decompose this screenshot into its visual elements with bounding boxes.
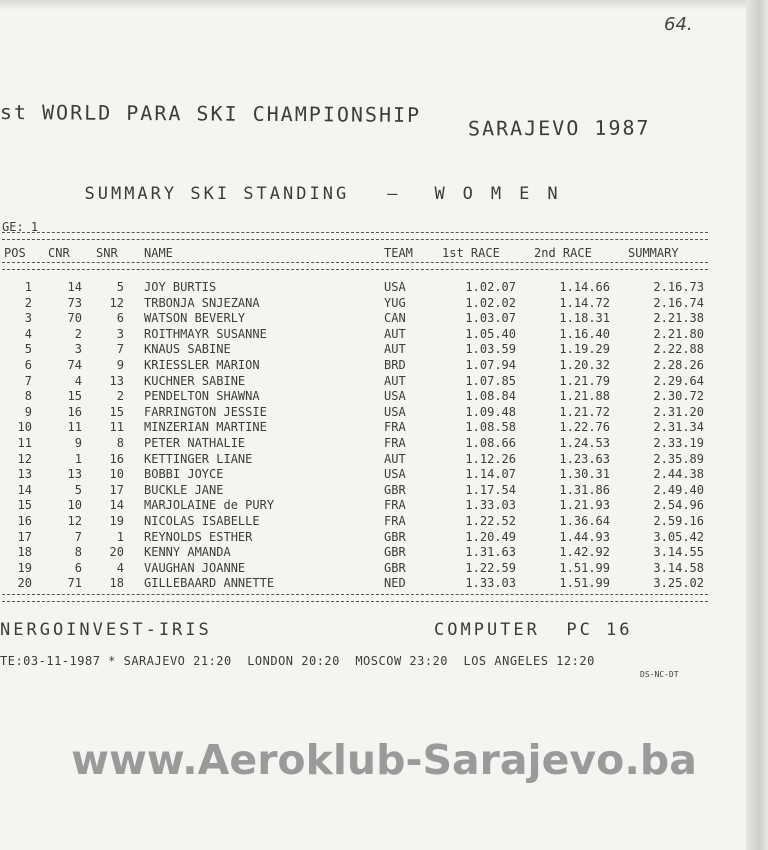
cell-snr: 4 xyxy=(116,560,124,575)
cell-race2: 1.21.88 xyxy=(559,389,610,404)
paper-top-shadow xyxy=(0,0,768,10)
cell-pos: 6 xyxy=(24,358,32,372)
subtitle-left: SUMMARY SKI STANDING xyxy=(84,184,350,204)
cell-race2: 1.18.31 xyxy=(559,311,610,326)
cell-name: REYNOLDS ESTHER xyxy=(144,529,253,544)
cell-snr: 5 xyxy=(116,280,124,294)
cell-snr: 20 xyxy=(109,545,124,560)
championship-title: st WORLD PARA SKI CHAMPIONSHIP xyxy=(0,100,422,127)
cell-snr: 16 xyxy=(109,451,124,466)
cell-snr: 13 xyxy=(109,373,124,388)
cell-race1: 1.08.58 xyxy=(465,420,516,435)
cell-team: AUT xyxy=(384,451,406,466)
cell-race2: 1.36.64 xyxy=(559,514,610,528)
cell-pos: 1 xyxy=(24,280,32,294)
cell-cnr: 8 xyxy=(74,545,82,560)
table-row xyxy=(0,342,720,358)
table-row xyxy=(0,530,720,546)
cell-race2: 1.51.99 xyxy=(559,560,610,575)
cell-name: KUCHNER SABINE xyxy=(144,373,246,388)
cell-summary: 2.28.26 xyxy=(653,358,704,372)
cell-pos: 19 xyxy=(17,560,32,575)
cell-pos: 9 xyxy=(24,404,32,419)
cell-pos: 20 xyxy=(17,576,32,591)
cell-team: AUT xyxy=(384,373,406,388)
cell-pos: 4 xyxy=(24,326,32,341)
cell-summary: 2.21.38 xyxy=(653,311,704,326)
table-row xyxy=(0,374,720,390)
cell-name: PENDELTON SHAWNA xyxy=(144,389,260,404)
cell-team: AUT xyxy=(384,342,406,357)
cell-pos: 14 xyxy=(17,482,32,497)
cell-snr: 12 xyxy=(109,295,124,310)
cell-team: YUG xyxy=(384,295,406,310)
cell-cnr: 5 xyxy=(74,482,82,497)
cell-race2: 1.14.66 xyxy=(559,280,610,294)
cell-race1: 1.05.40 xyxy=(465,326,516,341)
cell-team: FRA xyxy=(384,498,406,513)
table-row xyxy=(0,576,720,592)
cell-name: VAUGHAN JOANNE xyxy=(144,560,246,575)
cell-snr: 7 xyxy=(116,342,124,357)
cell-pos: 12 xyxy=(17,451,32,466)
cell-race2: 1.51.99 xyxy=(559,576,610,591)
cell-cnr: 71 xyxy=(67,576,82,591)
cell-summary: 2.31.20 xyxy=(653,404,704,419)
subtitle-dash: — xyxy=(387,184,401,204)
cell-snr: 8 xyxy=(116,436,124,450)
cell-name: BUCKLE JANE xyxy=(144,482,224,497)
cell-team: GBR xyxy=(384,529,406,544)
col-header-race1: 1st RACE xyxy=(442,246,500,260)
cell-race2: 1.22.76 xyxy=(559,420,610,435)
sponsor-line: NERGOINVEST-IRIS xyxy=(0,620,212,640)
cell-pos: 18 xyxy=(17,545,32,560)
table-row xyxy=(0,436,720,452)
table-row xyxy=(0,405,720,421)
cell-name: TRBONJA SNJEZANA xyxy=(144,295,260,310)
cell-pos: 15 xyxy=(17,498,32,513)
table-row xyxy=(0,467,720,483)
cell-race1: 1.12.26 xyxy=(465,451,516,466)
cell-pos: 17 xyxy=(17,529,32,544)
cell-race1: 1.08.84 xyxy=(465,389,516,404)
cell-name: NICOLAS ISABELLE xyxy=(144,514,260,528)
table-row xyxy=(0,483,720,499)
cell-race2: 1.23.63 xyxy=(559,451,610,466)
summary-subtitle xyxy=(58,164,576,204)
cell-pos: 7 xyxy=(24,373,32,388)
cell-cnr: 9 xyxy=(74,436,82,450)
table-row xyxy=(0,498,720,514)
cell-snr: 9 xyxy=(116,358,124,372)
cell-name: KETTINGER LIANE xyxy=(144,451,253,466)
cell-summary: 2.30.72 xyxy=(653,389,704,404)
cell-snr: 1 xyxy=(116,529,124,544)
cell-team: CAN xyxy=(384,311,406,326)
cell-snr: 6 xyxy=(116,311,124,326)
cell-race1: 1.17.54 xyxy=(465,482,516,497)
table-row xyxy=(0,296,720,312)
cell-race1: 1.08.66 xyxy=(465,436,516,450)
cell-race2: 1.19.29 xyxy=(559,342,610,357)
cell-race1: 1.03.59 xyxy=(465,342,516,357)
cell-cnr: 12 xyxy=(67,514,82,528)
cell-cnr: 10 xyxy=(67,498,82,513)
cell-summary: 2.59.16 xyxy=(653,514,704,528)
cell-race1: 1.07.85 xyxy=(465,373,516,388)
cell-name: WATSON BEVERLY xyxy=(144,311,246,326)
table-row xyxy=(0,311,720,327)
cell-summary: 2.54.96 xyxy=(653,498,704,513)
cell-summary: 2.49.40 xyxy=(653,482,704,497)
cell-race2: 1.30.31 xyxy=(559,467,610,482)
cell-pos: 8 xyxy=(24,389,32,404)
page-number: 64. xyxy=(664,14,693,35)
cell-summary: 2.22.88 xyxy=(653,342,704,357)
cell-race2: 1.16.40 xyxy=(559,326,610,341)
cell-team: USA xyxy=(384,389,406,404)
cell-team: GBR xyxy=(384,482,406,497)
cell-cnr: 2 xyxy=(74,326,82,341)
cell-snr: 14 xyxy=(109,498,124,513)
cell-name: KRIESSLER MARION xyxy=(144,358,260,372)
cell-race1: 1.22.59 xyxy=(465,560,516,575)
date-time-line: TE:03-11-1987 * SARAJEVO 21:20 LONDON 20:20 MOSCOW 23:20 LOS ANGELES 12:20 xyxy=(0,654,595,668)
cell-snr: 18 xyxy=(109,576,124,591)
cell-team: FRA xyxy=(384,436,406,450)
cell-name: KENNY AMANDA xyxy=(144,545,231,560)
cell-race1: 1.33.03 xyxy=(465,576,516,591)
cell-race1: 1.07.94 xyxy=(465,358,516,372)
cell-snr: 17 xyxy=(109,482,124,497)
cell-pos: 16 xyxy=(17,514,32,528)
cell-race2: 1.42.92 xyxy=(559,545,610,560)
cell-team: FRA xyxy=(384,420,406,435)
table-row xyxy=(0,420,720,436)
cell-cnr: 16 xyxy=(67,404,82,419)
operator-code: DS-NC-DT xyxy=(640,670,679,679)
cell-pos: 2 xyxy=(24,295,32,310)
cell-summary: 2.31.34 xyxy=(653,420,704,435)
cell-snr: 19 xyxy=(109,514,124,528)
col-header-race2: 2nd RACE xyxy=(534,246,592,260)
website-watermark: www.Aeroklub-Sarajevo.ba xyxy=(71,736,697,784)
computer-line: COMPUTER PC 16 xyxy=(434,620,633,640)
cell-name: ROITHMAYR SUSANNE xyxy=(144,326,267,341)
col-header-snr: SNR xyxy=(96,246,118,260)
table-header-rule xyxy=(2,262,708,270)
cell-snr: 3 xyxy=(116,326,124,341)
col-header-team: TEAM xyxy=(384,246,413,260)
cell-name: JOY BURTIS xyxy=(144,280,217,294)
cell-cnr: 11 xyxy=(67,420,82,435)
col-header-summary: SUMMARY xyxy=(628,246,679,260)
cell-race2: 1.31.86 xyxy=(559,482,610,497)
paper-edge xyxy=(746,0,768,850)
cell-summary: 2.21.80 xyxy=(653,326,704,341)
cell-team: USA xyxy=(384,404,406,419)
cell-race2: 1.21.79 xyxy=(559,373,610,388)
cell-name: FARRINGTON JESSIE xyxy=(144,404,267,419)
table-row xyxy=(0,514,720,530)
cell-summary: 3.05.42 xyxy=(653,529,704,544)
col-header-cnr: CNR xyxy=(48,246,70,260)
cell-cnr: 15 xyxy=(67,389,82,404)
cell-snr: 2 xyxy=(116,389,124,404)
cell-race2: 1.44.93 xyxy=(559,529,610,544)
page-label: GE: 1 xyxy=(2,220,39,234)
cell-snr: 15 xyxy=(109,404,124,419)
cell-race1: 1.03.07 xyxy=(465,311,516,326)
cell-pos: 11 xyxy=(17,436,32,450)
cell-team: USA xyxy=(384,467,406,482)
cell-race1: 1.33.03 xyxy=(465,498,516,513)
cell-cnr: 6 xyxy=(74,560,82,575)
cell-pos: 3 xyxy=(24,311,32,326)
cell-team: GBR xyxy=(384,545,406,560)
cell-race1: 1.31.63 xyxy=(465,545,516,560)
table-row xyxy=(0,280,720,296)
table-row xyxy=(0,327,720,343)
cell-cnr: 3 xyxy=(74,342,82,357)
cell-pos: 13 xyxy=(17,467,32,482)
cell-pos: 10 xyxy=(17,420,32,435)
table-row xyxy=(0,452,720,468)
cell-cnr: 1 xyxy=(74,451,82,466)
cell-cnr: 74 xyxy=(67,358,82,372)
cell-summary: 3.14.58 xyxy=(653,560,704,575)
cell-team: NED xyxy=(384,576,406,591)
cell-summary: 2.16.73 xyxy=(653,280,704,294)
championship-location: SARAJEVO 1987 xyxy=(467,115,651,141)
table-row xyxy=(0,389,720,405)
cell-race1: 1.22.52 xyxy=(465,514,516,528)
col-header-pos: POS xyxy=(4,246,26,260)
cell-summary: 2.35.89 xyxy=(653,451,704,466)
cell-cnr: 14 xyxy=(67,280,82,294)
cell-race2: 1.20.32 xyxy=(559,358,610,372)
cell-race1: 1.14.07 xyxy=(465,467,516,482)
cell-summary: 2.33.19 xyxy=(653,436,704,450)
cell-name: PETER NATHALIE xyxy=(144,436,246,450)
cell-name: MARJOLAINE de PURY xyxy=(144,498,275,513)
table-top-rule xyxy=(2,232,708,240)
cell-team: USA xyxy=(384,280,406,294)
table-row xyxy=(0,561,720,577)
cell-snr: 10 xyxy=(109,467,124,482)
cell-race2: 1.21.72 xyxy=(559,404,610,419)
cell-race2: 1.14.72 xyxy=(559,295,610,310)
cell-race2: 1.24.53 xyxy=(559,436,610,450)
cell-cnr: 70 xyxy=(67,311,82,326)
cell-summary: 3.14.55 xyxy=(653,545,704,560)
cell-race1: 1.02.02 xyxy=(465,295,516,310)
table-row xyxy=(0,358,720,374)
cell-summary: 3.25.02 xyxy=(653,576,704,591)
cell-race2: 1.21.93 xyxy=(559,498,610,513)
cell-name: GILLEBAARD ANNETTE xyxy=(144,576,275,591)
cell-summary: 2.16.74 xyxy=(653,295,704,310)
cell-race1: 1.02.07 xyxy=(465,280,516,294)
cell-name: BOBBI JOYCE xyxy=(144,467,224,482)
cell-cnr: 7 xyxy=(74,529,82,544)
cell-team: AUT xyxy=(384,326,406,341)
cell-cnr: 73 xyxy=(67,295,82,310)
cell-cnr: 13 xyxy=(67,467,82,482)
cell-cnr: 4 xyxy=(74,373,82,388)
col-header-name: NAME xyxy=(144,246,173,260)
cell-pos: 5 xyxy=(24,342,32,357)
subtitle-category: WOMEN xyxy=(434,184,576,204)
cell-race1: 1.20.49 xyxy=(465,529,516,544)
cell-summary: 2.29.64 xyxy=(653,373,704,388)
cell-team: BRD xyxy=(384,358,406,372)
cell-name: MINZERIAN MARTINE xyxy=(144,420,267,435)
table-bottom-rule xyxy=(2,594,708,602)
table-row xyxy=(0,545,720,561)
cell-team: FRA xyxy=(384,514,406,528)
cell-name: KNAUS SABINE xyxy=(144,342,231,357)
cell-summary: 2.44.38 xyxy=(653,467,704,482)
cell-team: GBR xyxy=(384,560,406,575)
cell-snr: 11 xyxy=(109,420,124,435)
cell-race1: 1.09.48 xyxy=(465,404,516,419)
